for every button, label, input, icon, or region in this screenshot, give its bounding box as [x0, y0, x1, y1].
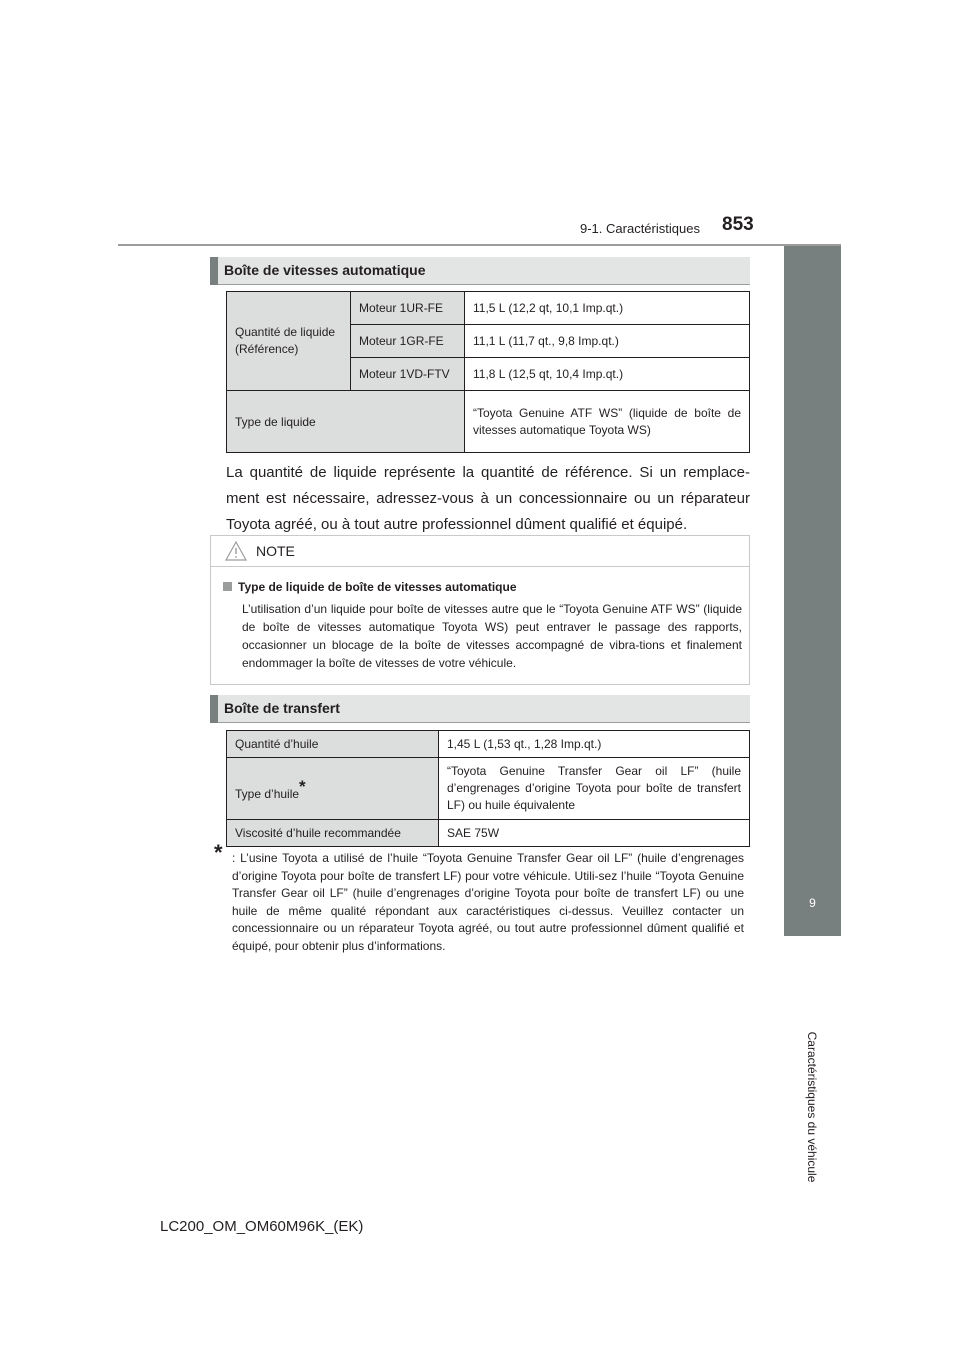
fluid-type-label: Type de liquide: [227, 391, 465, 453]
note-header: [211, 536, 749, 567]
heading-bar: [210, 695, 218, 723]
note-title-text: Type de liquide de boîte de vitesses automatique: [238, 580, 517, 594]
oil-type-label-text: Type d’huile: [235, 786, 300, 801]
oil-type-value: “Toyota Genuine Transfer Gear oil LF” (huile d’engrenages d’origine Toyota pour boîte de transfert LF) ou huile équivalente: [439, 758, 750, 820]
oil-qty-value: 1,45 L (1,53 qt., 1,28 Imp.qt.): [439, 731, 750, 758]
footnote-marker: *: [299, 776, 306, 796]
section-heading-text: Boîte de vitesses automatique: [224, 262, 426, 278]
header-rule: [118, 244, 841, 246]
auto-trans-table: [226, 291, 750, 453]
chapter-tab[interactable]: 9: [784, 878, 841, 936]
engine-1gr-fe: Moteur 1GR-FE: [351, 325, 465, 358]
engine-1vd-ftv: Moteur 1VD-FTV: [351, 358, 465, 391]
viscosity-value: SAE 75W: [439, 820, 750, 847]
footnote-star: *: [214, 840, 223, 865]
page-number: 853: [722, 214, 754, 235]
bullet-square-icon: [223, 582, 232, 591]
warning-icon: [225, 541, 247, 561]
body-paragraph: La quantité de liquide représente la quantité de référence. Si un remplace-ment est nécessaire, adressez-vous à un concessionnaire ou un réparateur Toyota agréé, ou à tout autre professionnel dûment qualifié et équipé.: [226, 464, 750, 533]
transfer-table: [226, 730, 750, 847]
oil-type-label: [227, 758, 439, 820]
section-heading-text: Boîte de transfert: [224, 700, 340, 716]
heading-bar: [210, 257, 218, 285]
engine-1ur-fe: Moteur 1UR-FE: [351, 292, 465, 325]
side-rule: [784, 246, 841, 878]
oil-qty-label: Quantité d’huile: [227, 731, 439, 758]
value-1ur-fe: 11,5 L (12,2 qt, 10,1 Imp.qt.): [465, 292, 750, 325]
section-heading-transfer: [210, 695, 750, 723]
note-heading: NOTE: [256, 543, 295, 559]
chapter-label: Caractéristiques du véhicule: [805, 1031, 819, 1183]
section-reference: 9-1. Caractéristiques: [580, 221, 700, 236]
fluid-type-value: “Toyota Genuine ATF WS” (liquide de boîte de vitesses automatique Toyota WS): [465, 391, 750, 453]
note-title: [223, 580, 517, 594]
note-box: [210, 535, 750, 685]
value-1vd-ftv: 11,8 L (12,5 qt, 10,4 Imp.qt.): [465, 358, 750, 391]
document-code: LC200_OM_OM60M96K_(EK): [160, 1218, 364, 1235]
note-body: L’utilisation d’un liquide pour boîte de vitesses autre que le “Toyota Genuine ATF WS” (liquide de boîte de vitesses automatique Toyota WS) peut entraver le passage des rapports, occasionner un blocage de la boîte de vitesses accompagné de vibra-tions et finalement endommager la boîte de vitesses de votre véhicule.: [242, 602, 742, 670]
quantity-label: Quantité de liquide (Référence): [227, 292, 351, 391]
value-1gr-fe: 11,1 L (11,7 qt., 9,8 Imp.qt.): [465, 325, 750, 358]
viscosity-label: Viscosité d’huile recommandée: [227, 820, 439, 847]
footnote-text: : L’usine Toyota a utilisé de l’huile “Toyota Genuine Transfer Gear oil LF” (huile d’engrenages d’origine Toyota pour boîte de transfert LF) pour votre véhicule. Utili-sez l’huile “Toyota Genuine Transfer Gear oil LF” (huile d’engrenages d’origine Toyota pour boîte de transfert LF) ou une huile de même qualité répondant aux caractéristiques ci-dessus. Veuillez contacter un concessionnaire ou un réparateur Toyota agréé, ou tout autre professionnel dûment qualifié et équipé, pour obtenir plus d’informations.: [232, 851, 744, 953]
section-heading-auto-trans: [210, 257, 750, 285]
